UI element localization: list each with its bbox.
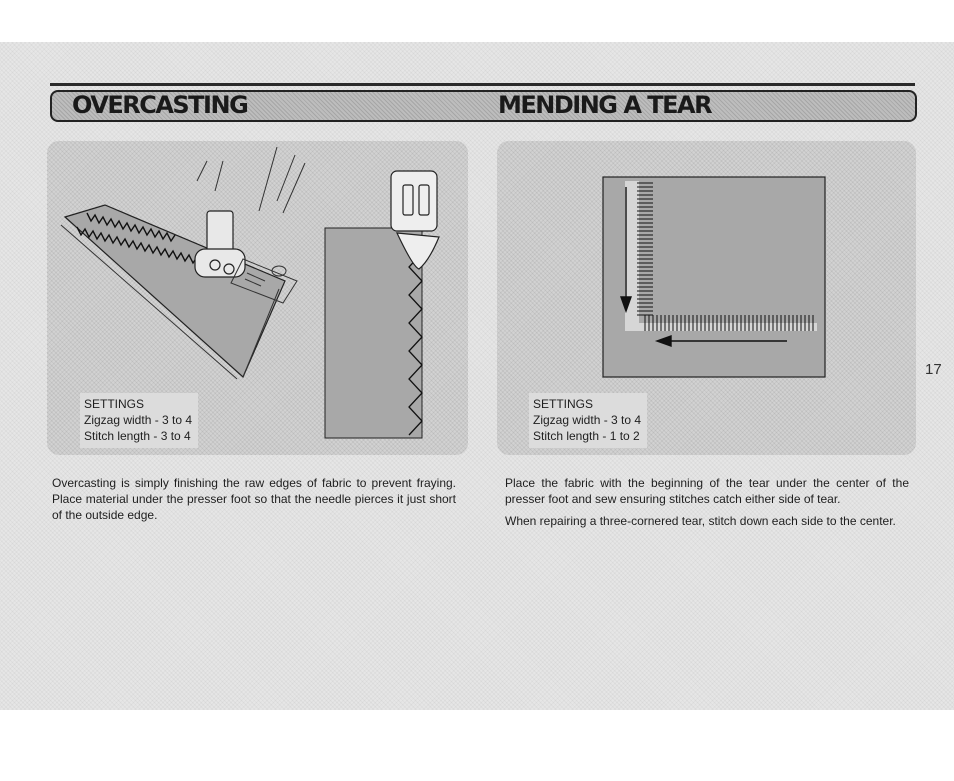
top-rule (50, 83, 915, 86)
machine-outline (197, 147, 305, 213)
overcasting-settings-heading: SETTINGS (84, 397, 145, 411)
overcasting-description: Overcasting is simply finishing the raw edges of fabric to prevent fraying. Place material under the presser foot so that the needle pierces it just short of the outside edge. (52, 476, 456, 522)
edge-fabric (325, 228, 422, 438)
page-number: 17 (925, 361, 942, 378)
mending-description-2: When repairing a three-cornered tear, stitch down each side to the center. (505, 514, 896, 528)
mending-settings-box (529, 393, 647, 448)
overcasting-settings-box (80, 393, 198, 448)
mending-zigzag-width: Zigzag width - 3 to 4 (533, 413, 642, 427)
overcasting-zigzag-width: Zigzag width - 3 to 4 (84, 413, 193, 427)
overcasting-stitch-length: Stitch length - 3 to 4 (84, 429, 191, 443)
mending-settings-heading: SETTINGS (533, 397, 594, 411)
mending-stitch-length: Stitch length - 1 to 2 (533, 429, 640, 443)
mending-tear-title: MENDING A TEAR (498, 91, 712, 119)
presser-foot (195, 211, 245, 277)
mending-description-1: Place the fabric with the beginning of the tear under the center of the presser foot and sew ensuring stitches catch either side of tear. (505, 476, 909, 506)
overcasting-title: OVERCASTING (72, 91, 248, 119)
